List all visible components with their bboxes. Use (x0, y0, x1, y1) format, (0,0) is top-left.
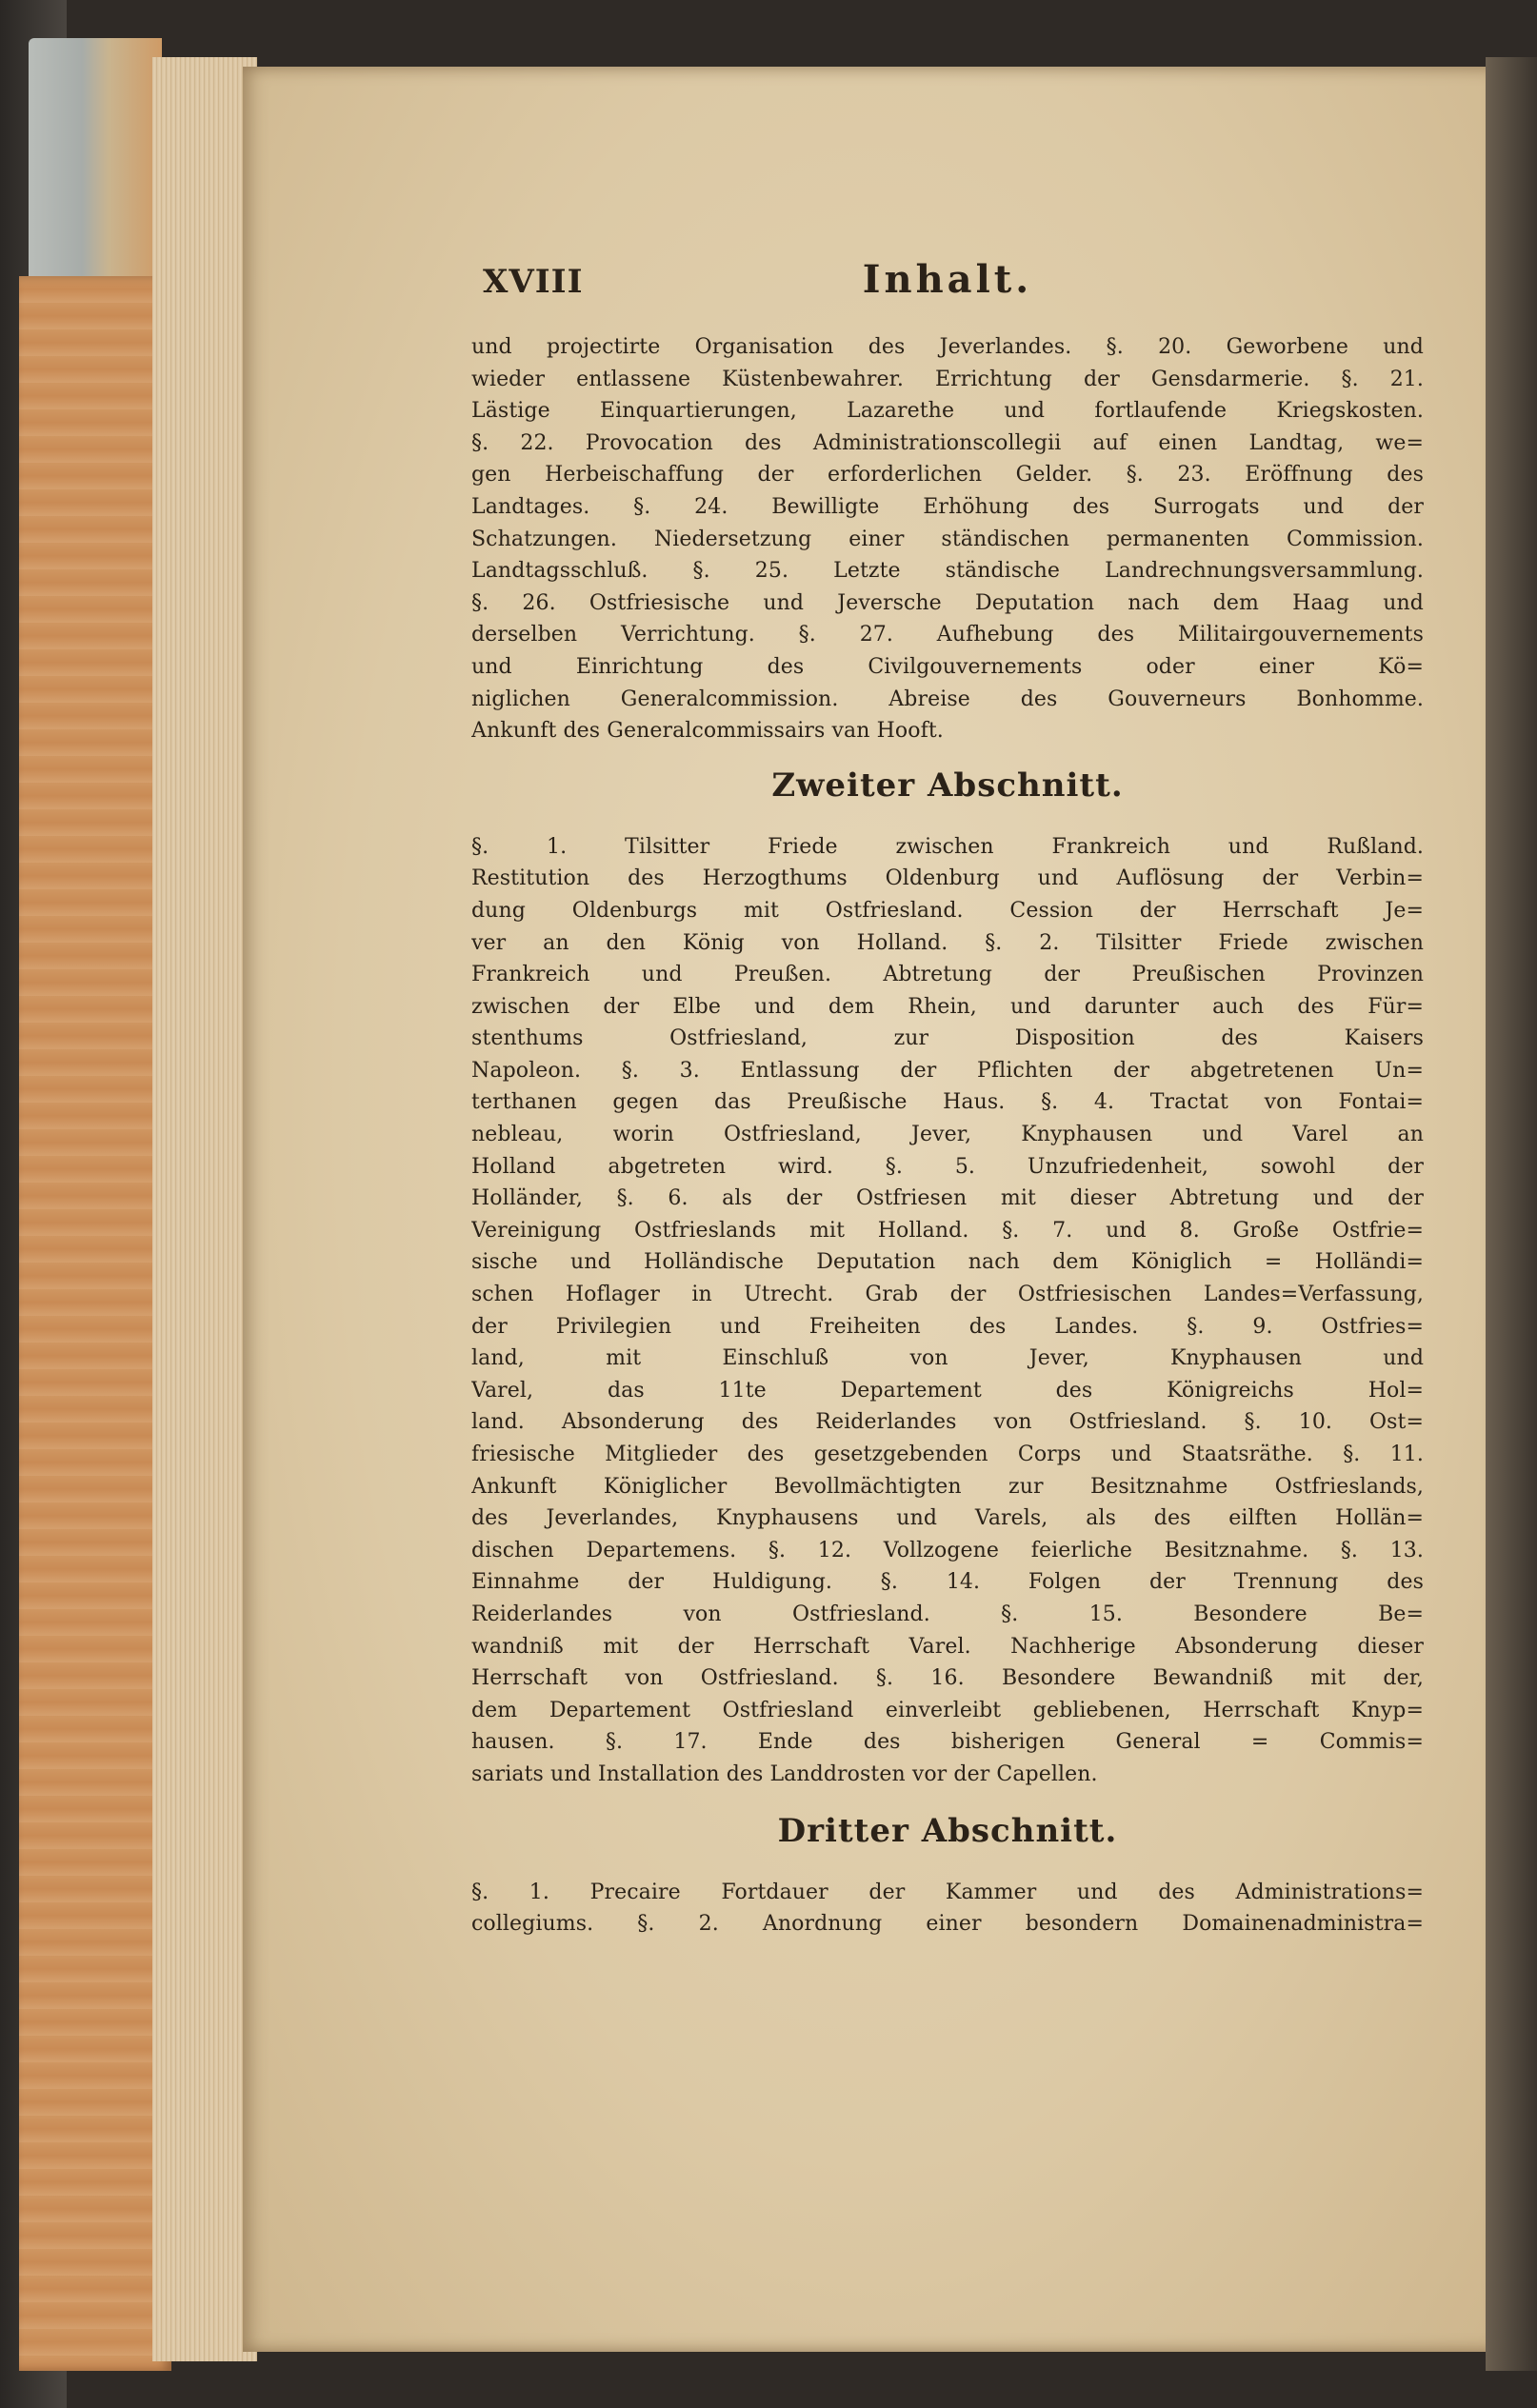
section-heading-second: Zweiter Abschnitt. (771, 766, 1124, 805)
text-line: wandniß mit der Herrschaft Varel. Nachherige Absonderung dieser (471, 1634, 1424, 1659)
section-heading-third: Dritter Abschnitt. (777, 1811, 1118, 1850)
text-line: Napoleon. §. 3. Entlassung der Pflichten der abgetretenen Un= (471, 1058, 1424, 1083)
text-line: Vereinigung Ostfrieslands mit Holland. §. 7. und 8. Große Ostfrie= (471, 1218, 1424, 1243)
text-line: stenthums Ostfriesland, zur Disposition des Kaisers (471, 1026, 1424, 1051)
text-line: ver an den König von Holland. §. 2. Tilsitter Friede zwischen (471, 930, 1424, 955)
text-line: Lästige Einquartierungen, Lazarethe und fortlaufende Kriegskosten. (471, 399, 1424, 424)
contents-paragraph-first (471, 331, 1424, 747)
text-line: der Privilegien und Freiheiten des Landes. §. 9. Ostfries= (471, 1314, 1424, 1339)
text-line: dischen Departemens. §. 12. Vollzogene feierliche Besitznahme. §. 13. (471, 1538, 1424, 1562)
text-line: Landtages. §. 24. Bewilligte Erhöhung des Surrogats und der (471, 494, 1424, 519)
text-line: Restitution des Herzogthums Oldenburg und Auflösung der Verbin= (471, 866, 1424, 891)
text-line: Schatzungen. Niedersetzung einer ständischen permanenten Commission. (471, 527, 1424, 551)
text-line: und projectirte Organisation des Jeverlandes. §. 20. Geworbene und (471, 335, 1424, 359)
text-line: des Jeverlandes, Knyphausens und Varels, als des eilften Hollän= (471, 1506, 1424, 1531)
text-line: derselben Verrichtung. §. 27. Aufhebung des Militairgouvernements (471, 623, 1424, 647)
contents-paragraph-third (471, 1877, 1424, 1940)
text-line: Holland abgetreten wird. §. 5. Unzufriedenheit, sowohl der (471, 1154, 1424, 1179)
text-line: §. 1. Tilsitter Friede zwischen Frankreich und Rußland. (471, 834, 1424, 859)
text-line: Herrschaft von Ostfriesland. §. 16. Besondere Bewandniß mit der, (471, 1666, 1424, 1691)
text-line: zwischen der Elbe und dem Rhein, und darunter auch des Für= (471, 994, 1424, 1019)
text-line: Reiderlandes von Ostfriesland. §. 15. Besondere Be= (471, 1602, 1424, 1626)
text-line: hausen. §. 17. Ende des bisherigen General = Commis= (471, 1730, 1424, 1755)
running-head: Inhalt. (862, 257, 1033, 302)
text-line: schen Hoflager in Utrecht. Grab der Ostfriesischen Landes=Verfassung, (471, 1283, 1424, 1307)
text-line: Landtagsschluß. §. 25. Letzte ständische Landrechnungsversammlung. (471, 559, 1424, 584)
text-line: collegiums. §. 2. Anordnung einer besondern Domainenadministra= (471, 1912, 1424, 1937)
text-line: §. 22. Provocation des Administrationscollegii auf einen Landtag, we= (471, 430, 1424, 455)
page-edges (152, 57, 257, 2361)
text-line: dem Departement Ostfriesland einverleibt gebliebenen, Herrschaft Knyp= (471, 1698, 1424, 1722)
text-line: terthanen gegen das Preußische Haus. §. 4. Tractat von Fontai= (471, 1090, 1424, 1115)
text-line: Ankunft Königlicher Bevollmächtigten zur Besitznahme Ostfrieslands, (471, 1474, 1424, 1499)
text-line: friesische Mitglieder des gesetzgebenden Corps und Staatsräthe. §. 11. (471, 1443, 1424, 1466)
text-line: gen Herbeischaffung der erforderlichen Gelder. §. 23. Eröffnung des (471, 463, 1424, 488)
page-text-block (471, 257, 1424, 1940)
text-line: und Einrichtung des Civilgouvernements oder einer Kö= (471, 654, 1424, 679)
text-line: sariats und Installation des Landdrosten vor der Capellen. (471, 1761, 1098, 1786)
text-line: sische und Holländische Deputation nach dem Königlich = Holländi= (471, 1250, 1424, 1275)
text-line: land. Absonderung des Reiderlandes von Ostfriesland. §. 10. Ost= (471, 1410, 1424, 1435)
contents-paragraph-second (471, 831, 1424, 1791)
text-line: dung Oldenburgs mit Ostfriesland. Cession der Herrschaft Je= (471, 898, 1424, 923)
text-line: land, mit Einschluß von Jever, Knyphausen und (471, 1346, 1424, 1371)
text-line: Varel, das 11te Departement des Königreichs Hol= (471, 1378, 1424, 1403)
text-line: Ankunft des Generalcommissairs van Hooft. (471, 719, 944, 744)
page-number: XVIII (483, 263, 584, 301)
text-line: §. 1. Precaire Fortdauer der Kammer und des Administrations= (471, 1880, 1424, 1904)
book-board-right (1486, 57, 1537, 2371)
text-line: Einnahme der Huldigung. §. 14. Folgen der Trennung des (471, 1570, 1424, 1595)
text-line: nebleau, worin Ostfriesland, Jever, Knyphausen und Varel an (471, 1123, 1424, 1147)
text-line: wieder entlassene Küstenbewahrer. Errichtung der Gensdarmerie. §. 21. (471, 367, 1424, 391)
text-line: Holländer, §. 6. als der Ostfriesen mit dieser Abtretung und der (471, 1186, 1424, 1211)
book-cover-paper (19, 276, 171, 2371)
text-line: §. 26. Ostfriesische und Jeversche Deputation nach dem Haag und (471, 590, 1424, 615)
text-line: Frankreich und Preußen. Abtretung der Preußischen Provinzen (471, 963, 1424, 987)
text-line: niglichen Generalcommission. Abreise des Gouverneurs Bonhomme. (471, 687, 1424, 711)
page-header (471, 257, 1424, 314)
